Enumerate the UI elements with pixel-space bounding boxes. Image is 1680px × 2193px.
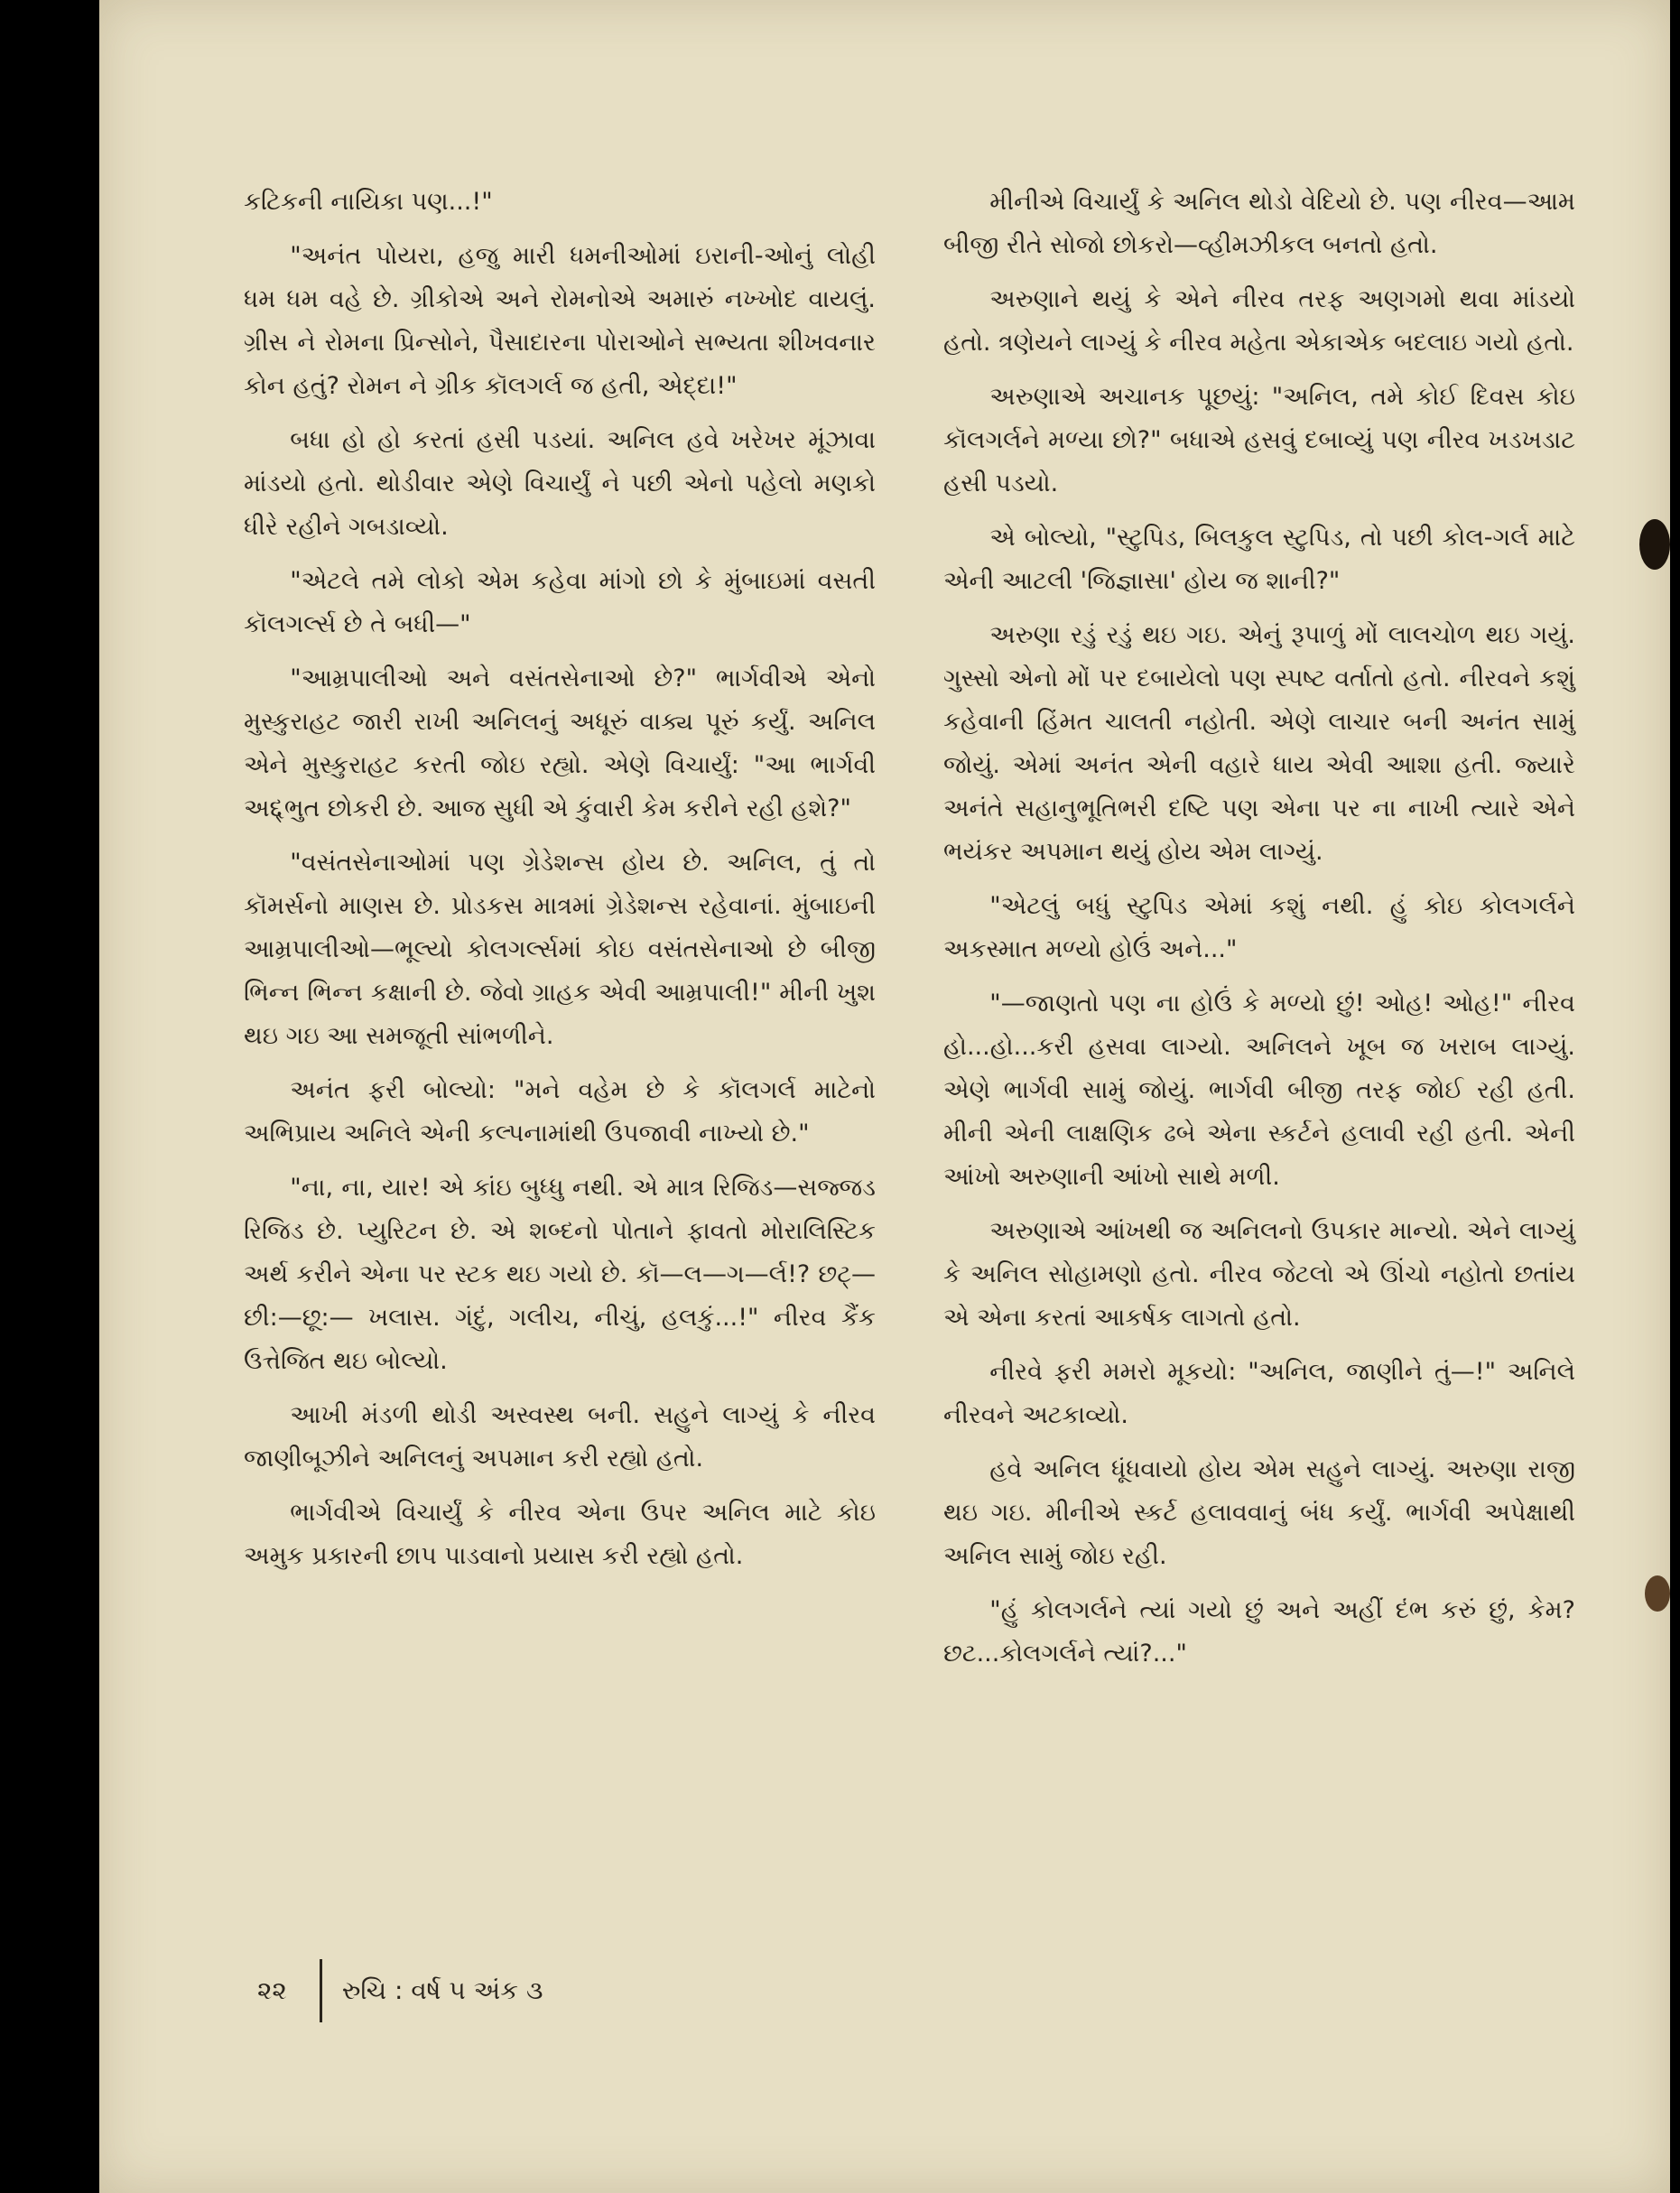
paragraph: "એટલે તમે લોકો એમ કહેવા માંગો છો કે મુંબાઇમાં વસતી કૉલગર્લ્સ છે તે બધી—" [244, 567, 876, 638]
paragraph: "વસંતસેનાઓમાં પણ ગ્રેડેશન્સ હોય છે. અનિલ, તું તો કૉમર્સનો માણસ છે. પ્રોડકસ માત્રમાં ગ્રેડેશન્સ રહેવાનાં. મુંબાઇની આમ્રપાલીઓ—ભૂલ્યો કોલગર્લ્સમાં કોઇ વસંતસેનાઓ છે બીજી ભિન્ન ભિન્ન કક્ષાની છે. જેવો ગ્રાહક એવી આમ્રપાલી!" મીની ખુશ થઇ ગઇ આ સમજૂતી સાંભળીને. [244, 849, 876, 1050]
binding-hole-top [1639, 519, 1670, 570]
paragraph: કટિકની નાયિકા પણ...!" [244, 188, 493, 216]
binding-hole-bottom [1645, 1575, 1670, 1612]
paragraph: "આમ્રપાલીઓ અને વસંતસેનાઓ છે?" ભાર્ગવીએ એનો મુસ્કુરાહટ જારી રાખી અનિલનું અધૂરું વાક્ય પૂરું કર્યું. અનિલ એને મુસ્કુરાહટ કરતી જોઇ રહ્યો. એણે વિચાર્યું: "આ ભાર્ગવી અદ્દ્ભુત છોકરી છે. આજ સુધી એ કુંવારી કેમ કરીને રહી હશે?" [244, 664, 876, 822]
paragraph: મીનીએ વિચાર્યું કે અનિલ થોડો વેદિયો છે. પણ નીરવ—આમ બીજી રીતે સોજો છોકરો—વ્હીમઝીકલ બનતો હતો. [943, 188, 1575, 259]
right-column [943, 181, 1575, 1687]
paragraph: હવે અનિલ ધૂંધવાયો હોય એમ સહુને લાગ્યું. અરુણા રાજી થઇ ગઇ. મીનીએ સ્કર્ટ હલાવવાનું બંધ કર્યું. ભાર્ગવી અપેક્ષાથી અનિલ સામું જોઇ રહી. [943, 1455, 1575, 1570]
paragraph: અરુણા રડું રડું થઇ ગઇ. એનું રૂપાળું મોં લાલચોળ થઇ ગયું. ગુસ્સો એનો મોં પર દબાયેલો પણ સ્પષ્ટ વર્તાતો હતો. નીરવને કશું કહેવાની હિંમત ચાલતી નહોતી. એણે લાચાર બની અનંત સામું જોયું. એમાં અનંત એની વહારે ધાય એવી આશા હતી. જ્યારે અનંતે સહાનુભૂતિભરી દષ્ટિ પણ એના પર ના નાખી ત્યારે એને ભયંકર અપમાન થયું હોય એમ લાગ્યું. [943, 621, 1575, 866]
paragraph: બધા હો હો કરતાં હસી પડયાં. અનિલ હવે ખરેખર મૂંઝાવા માંડયો હતો. થોડીવાર એણે વિચાર્યું ને પછી એનો પહેલો મણકો ધીરે રહીને ગબડાવ્યો. [244, 426, 876, 541]
paragraph: એ બોલ્યો, "સ્ટુપિડ, બિલકુલ સ્ટુપિડ, તો પછી કોલ-ગર્લ માટે એની આટલી 'જિજ્ઞાસા' હોય જ શાની?" [943, 524, 1575, 595]
paragraph: "અનંત પોયરા, હજુ મારી ધમનીઓમાં ઇરાની-ઓનું લોહી ધમ ધમ વહે છે. ગ્રીકોએ અને રોમનોએ અમારું નખ્ખોદ વાયલું. ગ્રીસ ને રોમના પ્રિન્સોને, પૈસાદારના પોરાઓને સભ્યતા શીખવનાર કોન હતું? રોમન ને ગ્રીક કૉલગર્લ જ હતી, એદ્દા!" [244, 242, 876, 400]
page-footer [257, 1959, 543, 2022]
paragraph: ભાર્ગવીએ વિચાર્યું કે નીરવ એના ઉપર અનિલ માટે કોઇ અમુક પ્રકારની છાપ પાડવાનો પ્રયાસ કરી રહ્યો હતો. [244, 1499, 876, 1570]
left-column [244, 181, 876, 1589]
page-number: ૨૨ [257, 1975, 287, 2005]
footer-divider [320, 1959, 322, 2022]
paragraph: અરુણાએ આંખથી જ અનિલનો ઉપકાર માન્યો. એને લાગ્યું કે અનિલ સોહામણો હતો. નીરવ જેટલો એ ઊંચો નહોતો છતાંય એ એના કરતાં આકર્ષક લાગતો હતો. [943, 1217, 1575, 1332]
paragraph: અનંત ફરી બોલ્યો: "મને વહેમ છે કે કૉલગર્લ માટેનો અભિપ્રાય અનિલે એની કલ્પનામાંથી ઉપજાવી નાખ્યો છે." [244, 1076, 876, 1148]
publication-info: રુચિ : વર્ષ ૫ અંક ૩ [341, 1975, 543, 2005]
paragraph: અરુણાએ અચાનક પૂછયું: "અનિલ, તમે કોઈ દિવસ કોઇ કૉલગર્લને મળ્યા છો?" બધાએ હસવું દબાવ્યું પણ નીરવ ખડખડાટ હસી પડયો. [943, 383, 1575, 497]
paragraph: "એટલું બધું સ્ટુપિડ એમાં કશું નથી. હું કોઇ કોલગર્લને અકસ્માત મળ્યો હોઉં અને..." [943, 892, 1575, 963]
paragraph: "હું કોલગર્લને ત્યાં ગયો છું અને અહીં દંભ કરું છું, કેમ? છટ...કોલગર્લને ત્યાં?..." [943, 1596, 1575, 1668]
paragraph: આખી મંડળી થોડી અસ્વસ્થ બની. સહુને લાગ્યું કે નીરવ જાણીબૂઝીને અનિલનું અપમાન કરી રહ્યો હતો. [244, 1401, 876, 1473]
paragraph: નીરવે ફરી મમરો મૂકયો: "અનિલ, જાણીને તું—!" અનિલે નીરવને અટકાવ્યો. [943, 1358, 1575, 1429]
magazine-page [99, 0, 1670, 2193]
paragraph: અરુણાને થયું કે એને નીરવ તરફ અણગમો થવા માંડયો હતો. ત્રણેયને લાગ્યું કે નીરવ મહેતા એકાએક બદલાઇ ગયો હતો. [943, 285, 1575, 357]
paragraph: "ના, ના, યાર! એ કાંઇ બુધ્ધુ નથી. એ માત્ર રિજિડ—સજ્જડ રિજિડ છે. પ્યુરિટન છે. એ શબ્દનો પોતાને ફાવતો મોરાલિસ્ટિક અર્થ કરીને એના પર સ્ટક થઇ ગયો છે. કૉ—લ—ગ—ર્લ!? છટ્—છી:—છૂ:— ખલાસ. ગંદું, ગલીચ, નીચું, હલકું...!" નીરવ કૈંક ઉત્તેજિત થઇ બોલ્યો. [244, 1174, 876, 1375]
paragraph: "—જાણતો પણ ના હોઉં કે મળ્યો છું! ઓહ! ઓહ!" નીરવ હો...હો...કરી હસવા લાગ્યો. અનિલને ખૂબ જ ખરાબ લાગ્યું. એણે ભાર્ગવી સામું જોયું. ભાર્ગવી બીજી તરફ જોઈ રહી હતી. મીની એની લાક્ષણિક ઢબે એના સ્કર્ટને હલાવી રહી હતી. એની આંખો અરુણાની આંખો સાથે મળી. [943, 990, 1575, 1191]
